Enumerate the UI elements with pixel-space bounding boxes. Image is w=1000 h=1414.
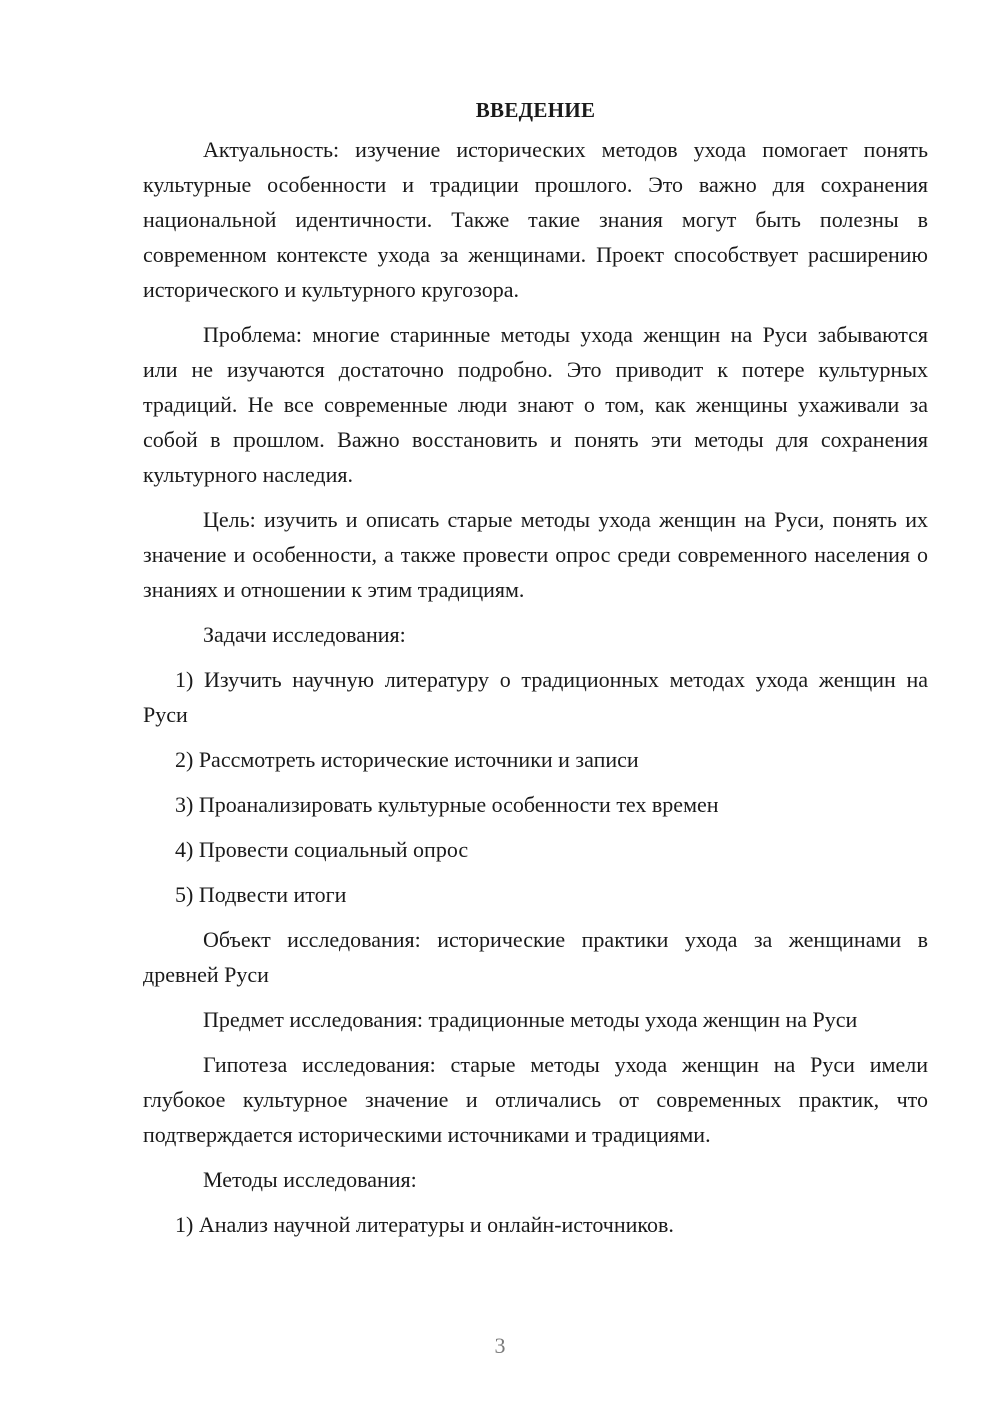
method-item: 1) Анализ научной литературы и онлайн-источников. xyxy=(175,1212,674,1237)
object-paragraph: Объект исследования: исторические практики ухода за женщинами в древней Руси xyxy=(143,927,928,987)
task-item: 3) Проанализировать культурные особенности тех времен xyxy=(175,792,719,817)
task-item: 5) Подвести итоги xyxy=(175,882,347,907)
tasks-heading: Задачи исследования: xyxy=(203,622,406,647)
task-item: 2) Рассмотреть исторические источники и записи xyxy=(175,747,639,772)
page-number: 3 xyxy=(494,1333,506,1358)
relevance-paragraph: Актуальность: изучение исторических методов ухода помогает понять культурные особенности и традиции прошлого. Это важно для сохранения национальной идентичности. Также такие знания могут быть полезны в современном контексте ухода за женщинами. Проект способствует расширению исторического и культурного кругозора. xyxy=(143,137,928,302)
methods-heading: Методы исследования: xyxy=(203,1167,417,1192)
task-item: 4) Провести социальный опрос xyxy=(175,837,469,862)
section-title: ВВЕДЕНИЕ xyxy=(475,98,596,122)
problem-paragraph: Проблема: многие старинные методы ухода женщин на Руси забываются или не изучаются достаточно подробно. Это приводит к потере культурных традиций. Не все современные люди знают о том, как женщины ухаживали за собой в прошлом. Важно восстановить и понять эти методы для сохранения культурного наследия. xyxy=(143,322,928,487)
hypothesis-paragraph: Гипотеза исследования: старые методы ухода женщин на Руси имели глубокое культурное значение и отличались от современных практик, что подтверждается историческими источниками и традициями. xyxy=(143,1052,928,1147)
task-item: 1) Изучить научную литературу о традиционных методах ухода женщин на Руси xyxy=(143,667,928,727)
subject-paragraph: Предмет исследования: традиционные методы ухода женщин на Руси xyxy=(203,1007,858,1032)
goal-paragraph: Цель: изучить и описать старые методы ухода женщин на Руси, понять их значение и особенности, а также провести опрос среди современного населения о знаниях и отношении к этим традициям. xyxy=(143,507,928,602)
document-page xyxy=(143,92,928,1252)
